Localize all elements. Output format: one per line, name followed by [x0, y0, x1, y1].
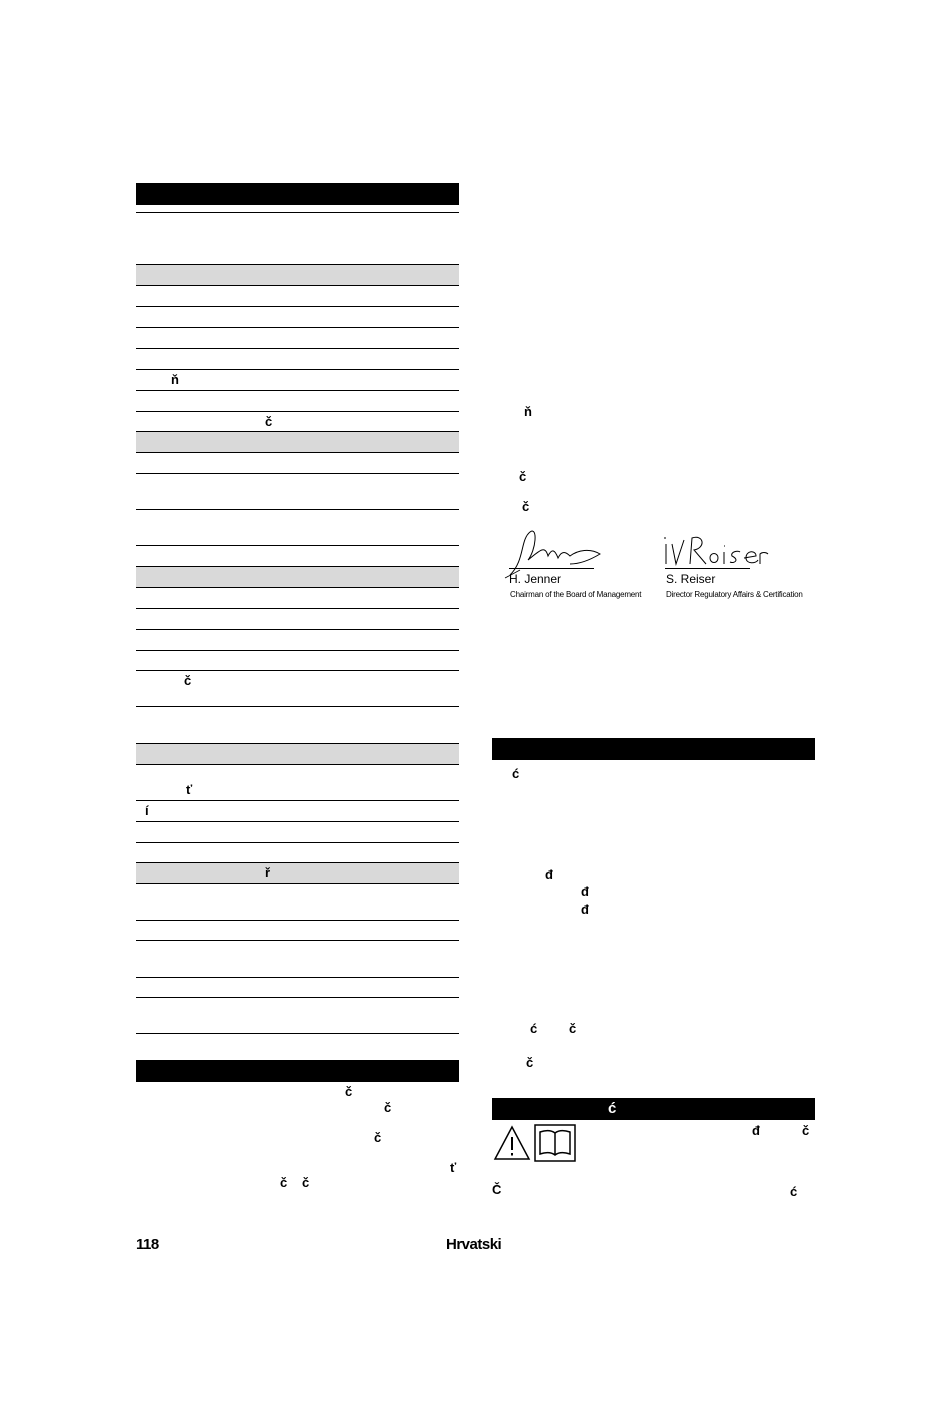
text-fragment: Č — [492, 1182, 502, 1197]
rule — [136, 706, 459, 707]
rule — [136, 348, 459, 349]
text-fragment: ť — [450, 1160, 457, 1175]
table-section-band — [136, 431, 459, 453]
text-fragment: č — [345, 1084, 353, 1099]
rule — [136, 670, 459, 671]
table-cell-fragment: č — [265, 414, 273, 429]
text-fragment: č — [384, 1100, 392, 1115]
table-section-band — [136, 743, 459, 765]
text-fragment: đ — [752, 1123, 760, 1138]
signer-name-reiser: S. Reiser — [666, 572, 716, 586]
table-section-band — [136, 264, 459, 286]
text-fragment: č — [280, 1175, 288, 1190]
signature-jenner — [500, 520, 620, 580]
text-fragment: č — [569, 1021, 577, 1036]
rule — [136, 997, 459, 998]
signer-name-jenner: H. Jenner — [509, 572, 562, 586]
rule — [136, 327, 459, 328]
rule — [136, 473, 459, 474]
rule — [136, 800, 459, 801]
signer-title-reiser: Director Regulatory Affairs & Certification — [666, 590, 803, 599]
text-fragment: đ — [581, 884, 589, 899]
text-fragment: č — [526, 1055, 534, 1070]
table-cell-fragment: í — [145, 803, 149, 818]
page-number: 118 — [136, 1236, 159, 1253]
text-fragment: č — [374, 1130, 382, 1145]
rule — [136, 920, 459, 921]
section-header-bar — [136, 1060, 459, 1082]
rule — [136, 390, 459, 391]
text-fragment: ć — [530, 1021, 538, 1036]
rule — [136, 977, 459, 978]
signature-line — [665, 568, 750, 569]
language-label: Hrvatski — [446, 1236, 502, 1253]
signer-title-jenner: Chairman of the Board of Management — [510, 590, 642, 599]
text-fragment: đ — [545, 867, 553, 882]
text-fragment: č — [522, 499, 530, 514]
signature-line — [509, 568, 594, 569]
text-fragment: đ — [581, 902, 589, 917]
rule — [136, 629, 459, 630]
table-section-band — [136, 566, 459, 588]
text-fragment: č — [302, 1175, 310, 1190]
safety-header-bar — [492, 1098, 815, 1120]
rule — [136, 940, 459, 941]
section-header-bar — [492, 738, 815, 760]
rule — [136, 306, 459, 307]
rule — [136, 509, 459, 510]
text-fragment: ć — [790, 1184, 798, 1199]
table-cell-fragment: ť — [186, 782, 193, 797]
table-cell-fragment: ň — [171, 372, 179, 387]
rule — [136, 821, 459, 822]
text-fragment: ć — [512, 766, 520, 781]
rule — [136, 212, 459, 213]
table-cell-fragment: č — [184, 673, 192, 688]
table-section-band — [136, 862, 459, 884]
safety-header-title: ć — [608, 1100, 617, 1117]
warning-triangle-icon — [492, 1124, 532, 1162]
rule — [136, 411, 459, 412]
rule — [136, 369, 459, 370]
table-cell-fragment: ř — [265, 865, 271, 880]
text-fragment: č — [802, 1123, 810, 1138]
rule — [136, 545, 459, 546]
text-fragment: č — [519, 469, 527, 484]
technical-data-header-bar — [136, 183, 459, 205]
rule — [136, 842, 459, 843]
rule — [136, 650, 459, 651]
rule — [136, 608, 459, 609]
text-fragment: ň — [524, 404, 532, 419]
read-manual-icon — [534, 1124, 576, 1162]
rule — [136, 1033, 459, 1034]
signature-reiser — [660, 530, 770, 570]
